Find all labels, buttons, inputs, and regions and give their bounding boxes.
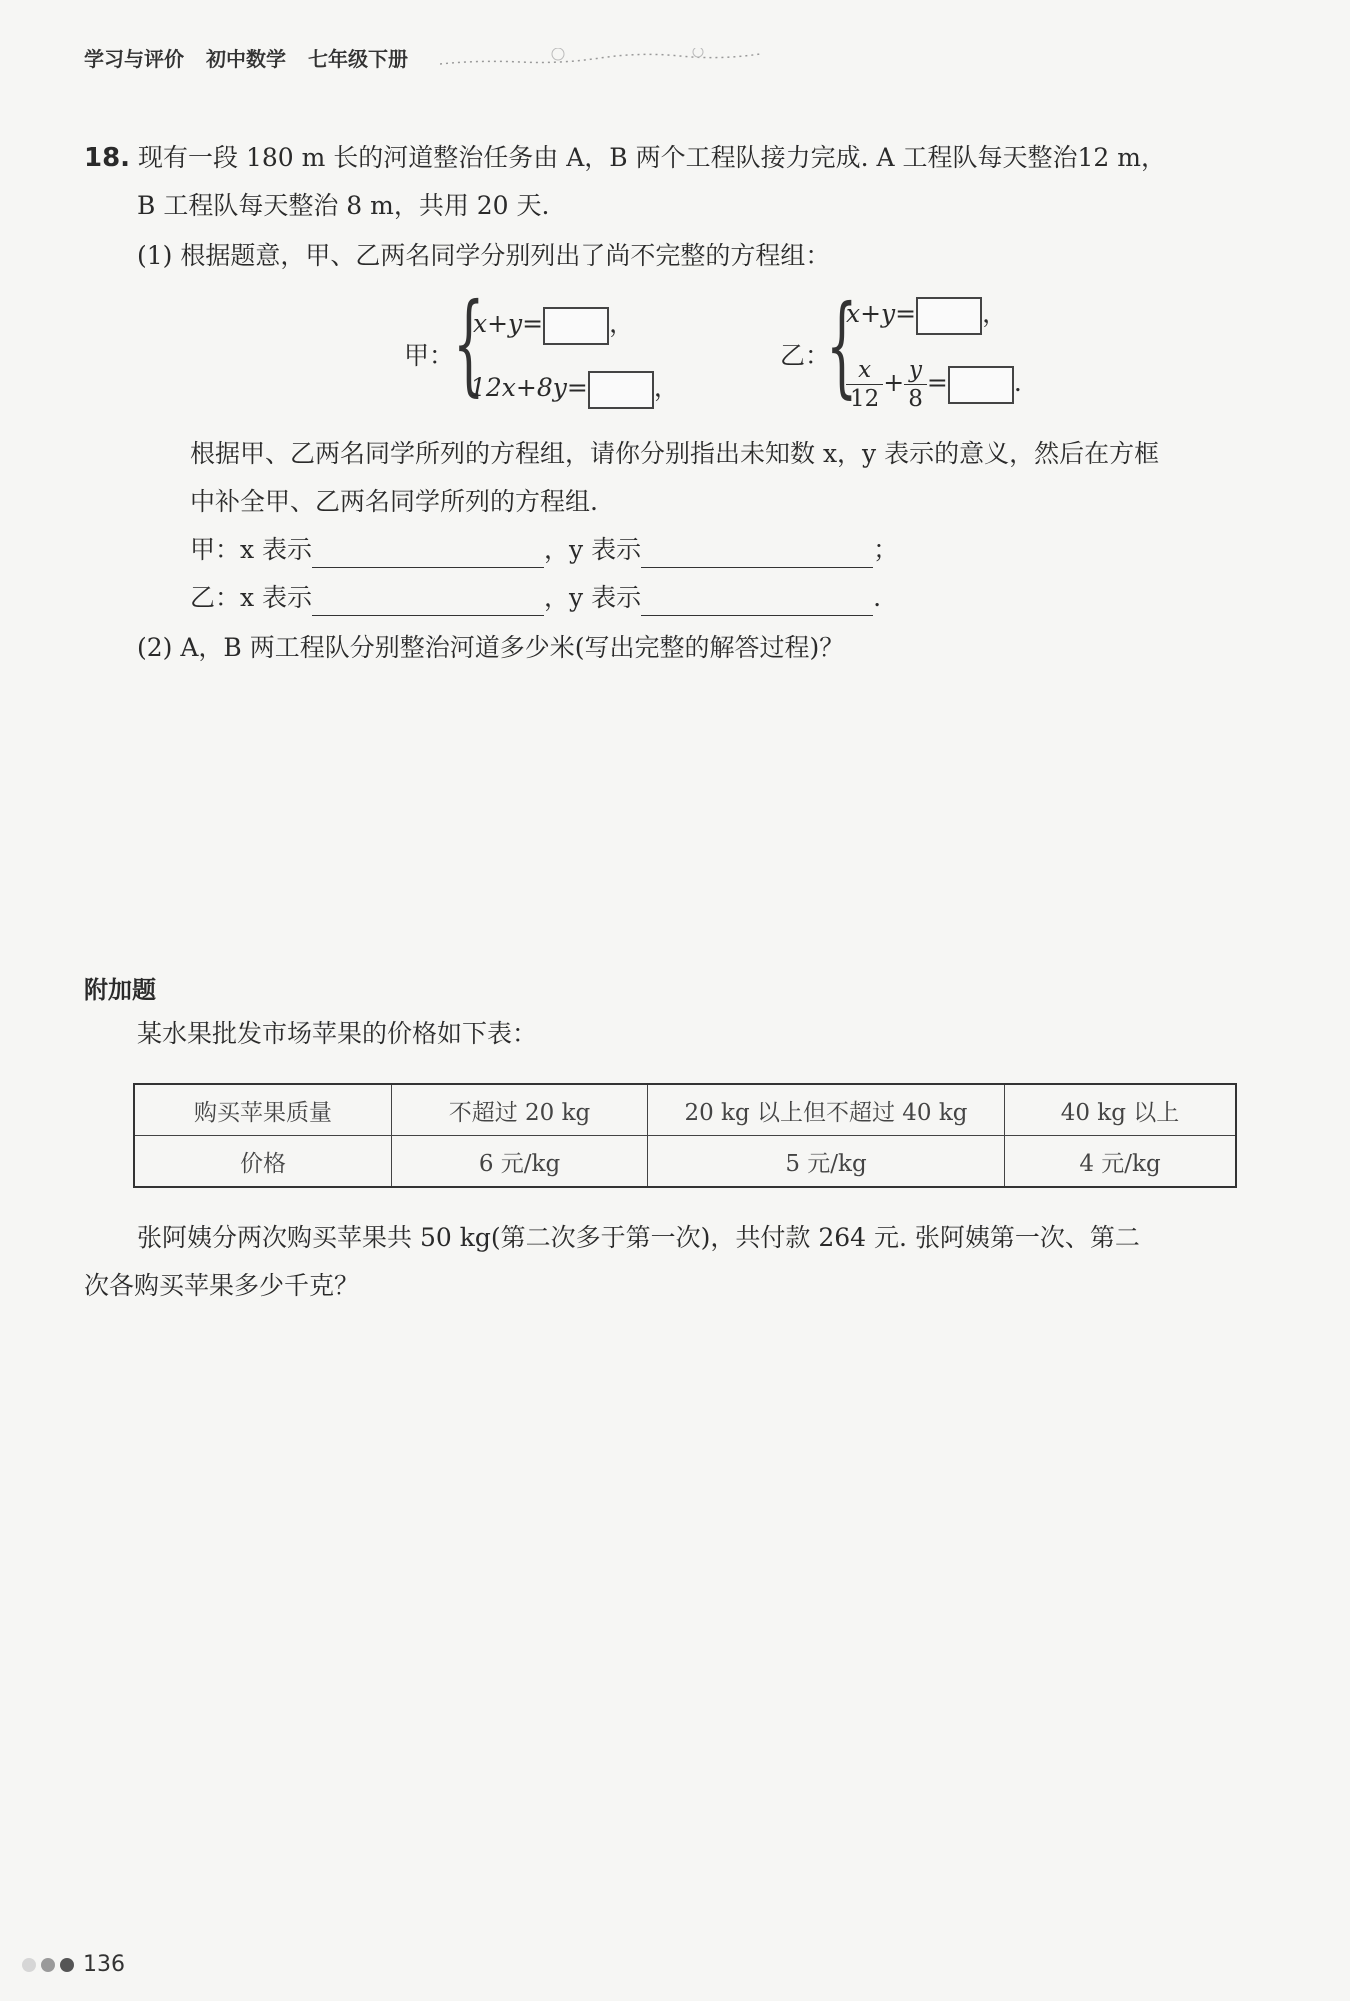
jia-x-blank[interactable]: [312, 541, 544, 568]
jia-label: 甲：: [404, 341, 455, 370]
table-cell: 40 kg 以上: [1005, 1084, 1237, 1136]
q18-stem-line2: B 工程队每天整治 8 m，共用 20 天.: [137, 191, 550, 220]
q18-instruction-line2: 中补全甲、乙两名同学所列的方程组.: [190, 487, 598, 516]
table-cell: 5 元/kg: [648, 1136, 1005, 1188]
jia-y-prompt: ，y 表示: [544, 535, 642, 564]
header-dotted-ornament: [440, 48, 760, 72]
extra-question-line2: 次各购买苹果多少千克？: [84, 1271, 360, 1300]
q18-stem-line1: [84, 140, 1166, 176]
frac1-numerator: x: [846, 356, 883, 385]
page-number: 136: [83, 1952, 125, 1977]
table-cell: 6 元/kg: [392, 1136, 648, 1188]
jia-fill-end: ；: [873, 535, 899, 564]
table-cell: 购买苹果质量: [134, 1084, 392, 1136]
table-cell: 价格: [134, 1136, 392, 1188]
yi-y-blank[interactable]: [641, 589, 873, 616]
jia-eq2-end: ，: [653, 373, 679, 402]
frac2-denominator: 8: [908, 386, 923, 412]
table-row: [134, 1136, 1236, 1188]
yi-eq1-end: ，: [982, 299, 1008, 328]
extra-question-line1: 张阿姨分两次购买苹果共 50 kg(第二次多于第一次)，共付款 264 元. 张阿姨第一次、第二: [137, 1223, 1140, 1252]
footer-dot-dark: [60, 1958, 74, 1972]
jia-eq1-answer-box[interactable]: [543, 307, 609, 345]
yi-eq1-answer-box[interactable]: [916, 297, 982, 335]
jia-eq1-end: ，: [609, 309, 635, 338]
page-footer: [22, 1952, 125, 1977]
footer-dot-light: [22, 1958, 36, 1972]
yi-eq2-end: .: [1013, 368, 1022, 397]
yi-equation-2: [846, 356, 1022, 413]
table-cell: 不超过 20 kg: [392, 1084, 648, 1136]
yi-eq2-answer-box[interactable]: [948, 366, 1014, 404]
jia-eq2-answer-box[interactable]: [588, 371, 654, 409]
yi-fill-end: .: [873, 583, 882, 612]
equals-sign: =: [926, 368, 948, 397]
yi-equation-1: [846, 296, 1007, 335]
jia-eq2-text: 12x+8y=: [470, 373, 588, 402]
plus-sign: +: [883, 368, 905, 397]
jia-fill-line: [190, 532, 898, 568]
yi-label: 乙：: [780, 341, 831, 370]
q18-part1-intro: (1) 根据题意，甲、乙两名同学分别列出了尚不完整的方程组：: [137, 241, 831, 270]
footer-dot-mid: [41, 1958, 55, 1972]
frac2-numerator: y: [904, 356, 927, 385]
book-title: 学习与评价: [84, 46, 184, 71]
subject-label: 初中数学: [206, 46, 286, 71]
table-row: [134, 1084, 1236, 1136]
yi-fill-line: [190, 580, 881, 616]
yi-x-blank[interactable]: [312, 589, 544, 616]
yi-fraction-x-12: [846, 356, 883, 413]
jia-brace: {: [453, 279, 485, 407]
jia-equation-2: [470, 370, 679, 409]
q18-instruction-line1: 根据甲、乙两名同学所列的方程组，请你分别指出未知数 x，y 表示的意义，然后在方框: [190, 439, 1160, 468]
q18-stem-text: 现有一段 180 m 长的河道整治任务由 A，B 两个工程队接力完成. A 工程队每天整治12 m，: [138, 143, 1166, 172]
apple-price-table: [133, 1083, 1237, 1188]
extra-section-title: 附加题: [84, 976, 156, 1004]
grade-label: 七年级下册: [308, 46, 408, 71]
table-cell: 20 kg 以上但不超过 40 kg: [648, 1084, 1005, 1136]
jia-y-blank[interactable]: [641, 541, 873, 568]
jia-equation-1: [473, 306, 634, 345]
yi-fraction-y-8: [904, 356, 927, 413]
question-number: 18.: [84, 143, 131, 173]
extra-intro: 某水果批发市场苹果的价格如下表：: [137, 1019, 538, 1048]
yi-eq1-text: x+y=: [846, 299, 917, 328]
table-cell: 4 元/kg: [1005, 1136, 1237, 1188]
yi-y-prompt: ，y 表示: [544, 583, 642, 612]
frac1-denominator: 12: [850, 386, 880, 412]
running-header: [84, 40, 430, 74]
yi-x-prompt: 乙：x 表示: [190, 583, 313, 612]
q18-part2: (2) A，B 两工程队分别整治河道多少米(写出完整的解答过程)？: [137, 633, 845, 662]
jia-eq1-text: x+y=: [473, 309, 544, 338]
jia-x-prompt: 甲：x 表示: [190, 535, 313, 564]
yi-brace: {: [826, 281, 858, 409]
